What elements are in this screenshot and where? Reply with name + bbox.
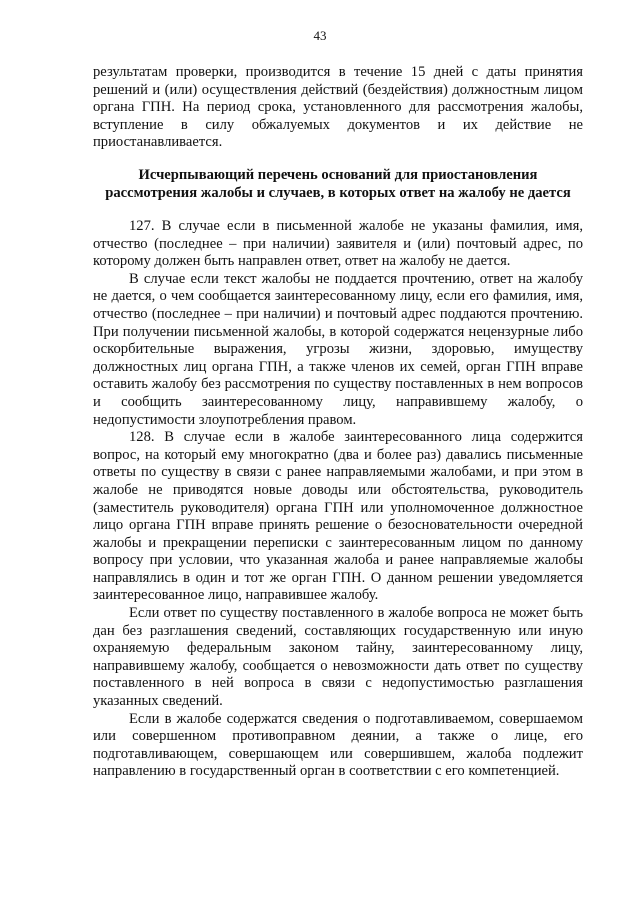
section-heading: Исчерпывающий перечень оснований для приостановления рассмотрения жалобы и случаев, в которых ответ на жалобу не дается [105, 167, 571, 201]
page-number: 43 [313, 28, 327, 43]
body-text [93, 218, 583, 781]
paragraph-127: 127. В случае если в письменной жалобе не указаны фамилия, имя, отчество (последнее – при наличии) заявителя и (или) почтовый адрес, по которому должен быть направлен ответ, ответ на жалобу не дается. [93, 218, 583, 270]
paragraph-unlawful-act: Если в жалобе содержатся сведения о подготавливаемом, совершаемом или совершенном противоправном деянии, а также о лице, его подготавливающем, совершающем или совершившем, жалоба подлежит направлению в государственный орган в соответствии с его компетенцией. [93, 710, 583, 780]
paragraph-unreadable-complaint: В случае если текст жалобы не поддается прочтению, ответ на жалобу не дается, о чем сообщается заинтересованному лицу, если его фамилия, имя, отчество (последнее – при наличии) и почтовый адрес поддаются прочтению. При получении письменной жалобы, в которой содержатся нецензурные либо оскорбительные выражения, угрозы жизни, здоровью, имуществу должностных лиц органа ГПН, а также членов их семей, орган ГПН вправе оставить жалобу без рассмотрения по существу поставленных в нем вопросов и сообщить заинтересованному лицу, направившему жалобу, о недопустимости злоупотребления правом. [93, 270, 583, 428]
top-paragraph: результатам проверки, производится в течение 15 дней с даты принятия решений и (или) осуществления действий (бездействия) должностным лицом органа ГПН. На период срока, установленного для рассмотрения жалобы, вступление в силу обжалуемых документов и их действие не приостанавливается. [93, 64, 583, 151]
top-paragraph-block [93, 64, 583, 152]
paragraph-secret-info: Если ответ по существу поставленного в жалобе вопроса не может быть дан без разглашения сведений, составляющих государственную или иную охраняемую федеральным законом тайну, заинтересованному лицу, направившему жалобу, сообщается о невозможности дать ответ по существу поставленного в ней вопроса в связи с недопустимостью разглашения указанных сведений. [93, 605, 583, 710]
paragraph-128: 128. В случае если в жалобе заинтересованного лица содержится вопрос, на который ему многократно (два и более раз) давались письменные ответы по существу в связи с ранее направляемыми жалобами, и при этом в жалобе не приводятся новые доводы или обстоятельства, руководитель (заместитель руководителя) органа ГПН или уполномоченное должностное лицо органа ГПН вправе принять решение о безосновательности очередной жалобы и прекращении переписки с заинтересованным лицом по данному вопросу при условии, что указанная жалоба и ранее направляемые жалобы направлялись в один и тот же орган ГПН. О данном решении уведомляется заинтересованное лицо, направившее жалобу. [93, 429, 583, 604]
